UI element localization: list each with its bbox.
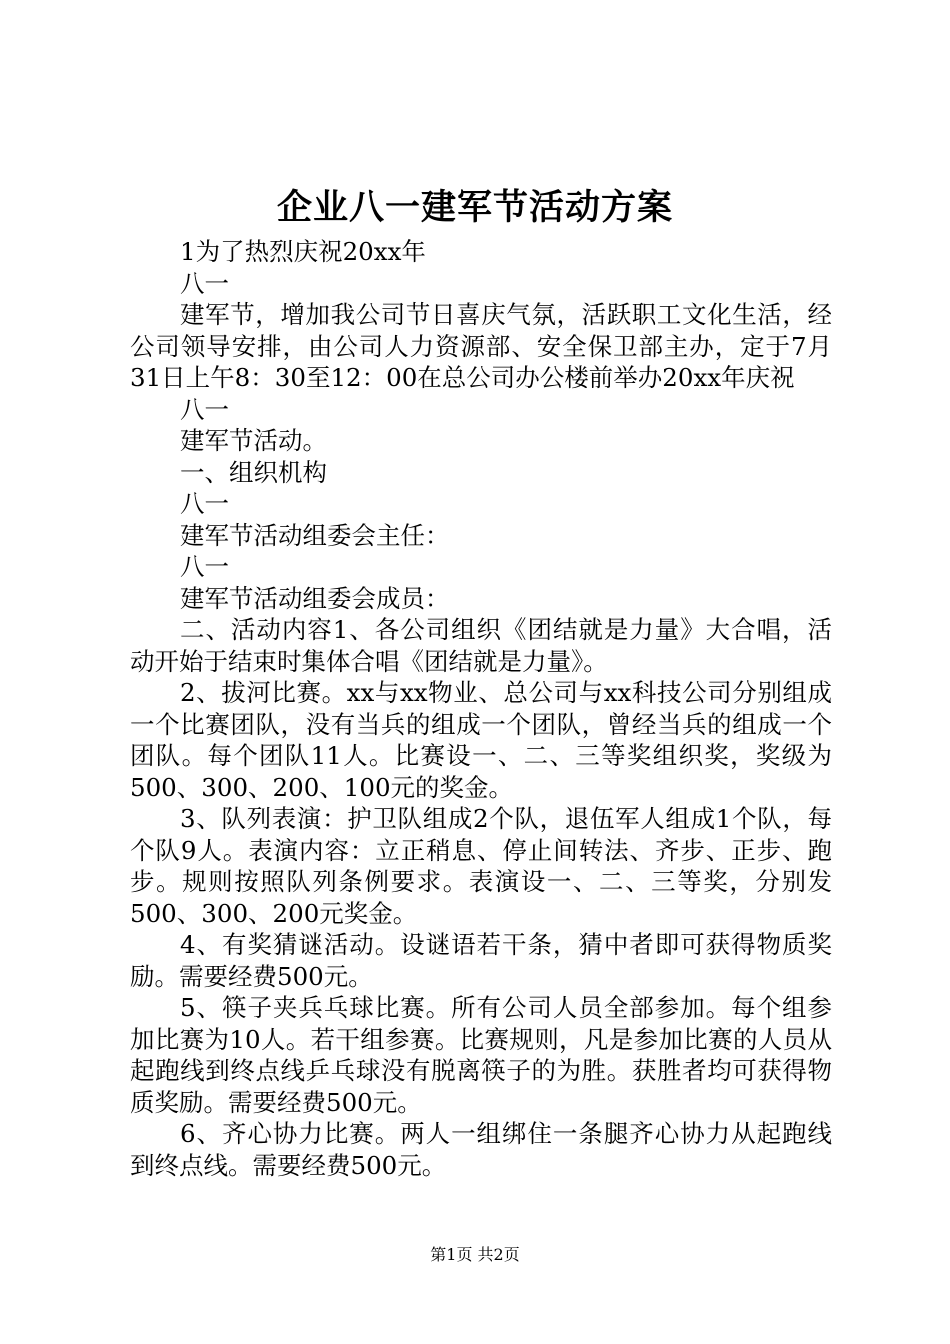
paragraph: 八一 xyxy=(180,394,229,424)
paragraph: 八一 xyxy=(180,268,229,298)
paragraph: 八一 xyxy=(180,552,229,581)
paragraph: 5、筷子夹兵乓球比赛。所有公司人员全部参加。每个组参加比赛为10人。若干组参赛。比赛规则，凡是参加比赛的人员从起跑线到终点线乒乓球没有脱离筷子的为胜。获胜者均可获得物质奖励。需要经费500元。 xyxy=(130,993,832,1117)
paragraph: 1为了热烈庆祝20xx年 xyxy=(180,237,426,266)
paragraph: 一、组织机构 xyxy=(180,457,327,487)
paragraph: 建军节活动组委会主任： xyxy=(180,520,450,550)
document-body xyxy=(130,236,832,1181)
paragraph: 二、活动内容1、各公司组织《团结就是力量》大合唱，活动开始于结束时集体合唱《团结就是力量》。 xyxy=(130,615,832,676)
paragraph: 建军节活动组委会成员： xyxy=(180,583,450,613)
paragraph: 6、齐心协力比赛。两人一组绑住一条腿齐心协力从起跑线到终点线。需要经费500元。 xyxy=(130,1119,832,1180)
paragraph: 八一 xyxy=(180,489,229,518)
paragraph: 3、队列表演：护卫队组成2个队，退伍军人组成1个队，每个队9人。表演内容：立正稍息、停止间转法、齐步、正步、跑步。规则按照队列条例要求。表演设一、二、三等奖，分别发500、300、200元奖金。 xyxy=(130,804,832,928)
document-title: 企业八一建军节活动方案 xyxy=(276,187,673,228)
paragraph: 4、有奖猜谜活动。设谜语若干条，猜中者即可获得物质奖励。需要经费500元。 xyxy=(130,930,832,991)
paragraph: 2、拔河比赛。xx与xx物业、总公司与xx科技公司分别组成一个比赛团队，没有当兵的组成一个团队，曾经当兵的组成一个团队。每个团队11人。比赛设一、二、三等奖组织奖，奖级为500、300、200、100元的奖金。 xyxy=(130,678,832,802)
paragraph: 建军节活动。 xyxy=(180,426,327,455)
page-footer: 第1页 共2页 xyxy=(430,1245,520,1264)
paragraph: 建军节，增加我公司节日喜庆气氛，活跃职工文化生活，经公司领导安排，由公司人力资源部、安全保卫部主办，定于7月31日上午8：30至12：00在总公司办公楼前举办20xx年庆祝 xyxy=(130,300,832,392)
